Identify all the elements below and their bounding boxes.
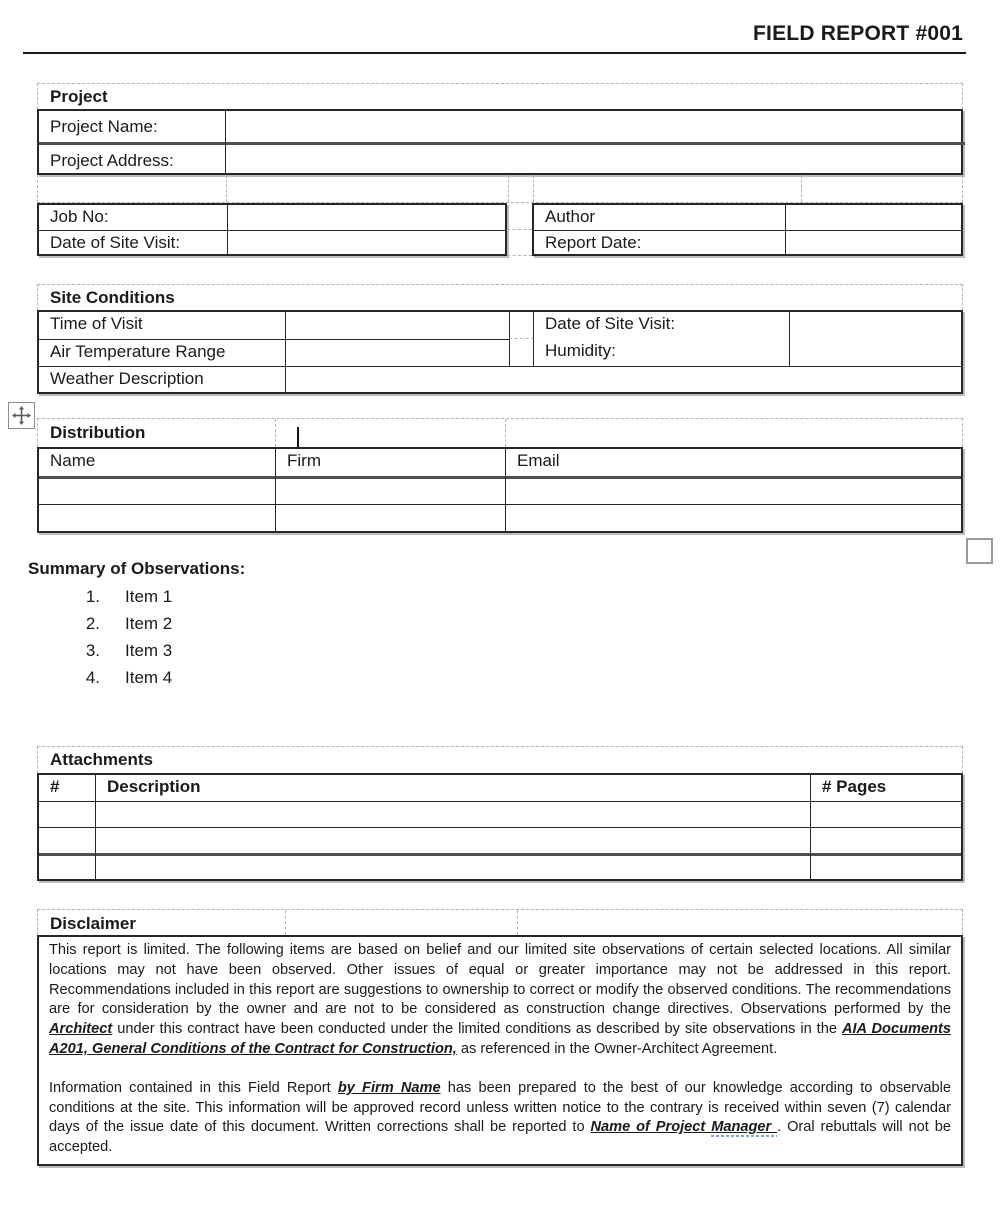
disclaimer-text-run: . Oral rebuttals will not be accepted. — [49, 1119, 951, 1156]
distribution-section-header: Distribution — [38, 419, 276, 452]
distribution-header-edit-cell[interactable] — [276, 419, 506, 452]
disclaimer-text-run: This report is limited. The following items are based on belief and our limited site observations of certain selected locations. All similar locations may not have been observed. Other issues of equal or greater importance may not be addressed in this report. Recommendations included in this report are suggestions to ownership to correct or modify the observed conditions. The recommendations are for consideration by the owner and are not to be considered as construction change directives. Observations performed by the — [49, 942, 951, 1018]
disclaimer-text-run: AIA Documents A201, General Conditions of the Contract for Construction, — [49, 1021, 951, 1057]
distribution-row-cell[interactable] — [39, 476, 275, 504]
weather-description-value-cell[interactable] — [285, 366, 961, 392]
summary-heading: Summary of Observations: — [28, 559, 246, 578]
attachments-row-cell[interactable] — [39, 801, 95, 827]
distribution-col-email: Email — [505, 449, 961, 476]
list-item-text: Item 2 — [125, 614, 173, 633]
attachments-row-cell[interactable] — [39, 853, 95, 879]
list-item — [37, 614, 963, 641]
job-no-value-cell[interactable] — [227, 205, 507, 230]
disclaimer-section — [37, 909, 963, 1166]
attachments-row-cell[interactable] — [810, 827, 961, 853]
disclaimer-text-run: under this contract have been conducted under the limited conditions as described by site observations in the — [112, 1021, 842, 1038]
table-resize-handle[interactable] — [966, 538, 993, 564]
disclaimer-section-header: Disclaimer — [38, 910, 286, 935]
job-no-label: Job No: — [50, 207, 109, 226]
disclaimer-text-run: Information contained in this Field Report — [49, 1079, 338, 1096]
attachments-row-cell[interactable] — [810, 801, 961, 827]
list-item-text: Item 4 — [125, 668, 173, 687]
project-section — [37, 83, 963, 175]
distribution-section — [37, 418, 963, 533]
table-gridline-spacer-row — [37, 175, 963, 203]
list-item — [37, 641, 963, 668]
disclaimer-body — [37, 935, 963, 1166]
page-title: FIELD REPORT #001 — [753, 22, 963, 45]
air-temperature-range-value-cell[interactable] — [285, 339, 509, 366]
humidity-label: Humidity: — [545, 341, 616, 360]
attachments-table — [37, 773, 963, 881]
disclaimer-text-run: Name of Project — [590, 1119, 712, 1136]
time-of-visit-value-cell[interactable] — [285, 312, 509, 339]
date-of-site-visit-value-cell[interactable] — [227, 230, 507, 254]
distribution-row-cell[interactable] — [275, 504, 505, 531]
disclaimer-text-run: Architect — [49, 1021, 113, 1038]
disclaimer-text-run: Manager — [711, 1119, 778, 1136]
project-name-value-cell[interactable] — [225, 111, 965, 142]
disclaimer-header-row — [37, 909, 963, 935]
table-gap — [509, 312, 534, 339]
list-item-marker: 3. — [85, 641, 100, 660]
site-conditions-section — [37, 284, 963, 394]
distribution-col-firm: Firm — [275, 449, 505, 476]
attachments-section-header: Attachments — [37, 746, 963, 773]
site-conditions-section-header: Site Conditions — [37, 284, 963, 310]
distribution-col-name: Name — [50, 451, 96, 470]
weather-description-label: Weather Description — [39, 366, 285, 392]
project-name-label: Project Name: — [50, 117, 158, 136]
insertion-point-cursor — [297, 427, 299, 447]
distribution-header-row — [37, 418, 963, 447]
table-gap — [509, 339, 534, 366]
attachments-row-cell[interactable] — [39, 827, 95, 853]
attachments-row-cell[interactable] — [810, 853, 961, 879]
distribution-row-cell[interactable] — [505, 476, 961, 504]
table-gap — [507, 203, 532, 256]
table-move-handle[interactable] — [8, 402, 35, 429]
disclaimer-header-empty-cell — [286, 910, 518, 935]
date-of-site-visit-label: Date of Site Visit: — [39, 230, 227, 254]
report-date-value-cell[interactable] — [785, 230, 961, 254]
list-item-text: Item 1 — [125, 587, 173, 606]
author-value-cell[interactable] — [785, 205, 961, 230]
project-section-header: Project — [37, 83, 963, 109]
job-info-right-table — [532, 203, 963, 256]
list-item-marker: 1. — [85, 587, 100, 606]
distribution-row-cell[interactable] — [39, 504, 275, 531]
disclaimer-paragraph-1 — [49, 941, 951, 1060]
disclaimer-text-run: has been prepared to the best of our knowledge according to observable conditions at the site. This information will be approved record unless written notice to the contrary is received within seven (7) calendar days of the issue date of this document. Written corrections shall be reported to — [49, 1079, 951, 1136]
title-divider — [23, 52, 966, 54]
sc-date-of-site-visit-label: Date of Site Visit: — [545, 314, 676, 333]
observations-list — [37, 587, 963, 695]
list-item-marker: 4. — [85, 668, 100, 687]
list-item-marker: 2. — [85, 614, 100, 633]
site-conditions-table — [37, 310, 963, 394]
attachments-row-cell[interactable] — [95, 853, 810, 879]
job-info-section — [37, 203, 963, 256]
distribution-row-cell[interactable] — [505, 504, 961, 531]
project-address-label: Project Address: — [39, 142, 225, 173]
attachments-col-pages: # Pages — [810, 775, 961, 801]
project-table — [37, 109, 963, 175]
attachments-col-description: Description — [95, 775, 810, 801]
disclaimer-text-run: as referenced in the Owner-Architect Agreement. — [456, 1040, 778, 1057]
move-arrows-icon — [12, 406, 31, 425]
disclaimer-header-empty-cell — [518, 910, 964, 935]
list-item-text: Item 3 — [125, 641, 173, 660]
time-of-visit-label: Time of Visit — [50, 314, 143, 333]
humidity-value-cell[interactable] — [789, 339, 961, 366]
air-temperature-range-label: Air Temperature Range — [39, 339, 285, 366]
attachments-row-cell[interactable] — [95, 801, 810, 827]
job-info-left-table — [37, 203, 507, 256]
distribution-table — [37, 447, 963, 533]
list-item — [37, 668, 963, 695]
list-item — [37, 587, 963, 614]
attachments-col-number: # — [50, 777, 60, 796]
attachments-section — [37, 746, 963, 881]
sc-date-of-site-visit-value-cell[interactable] — [789, 312, 961, 339]
attachments-row-cell[interactable] — [95, 827, 810, 853]
distribution-header-empty-cell[interactable] — [506, 419, 964, 452]
disclaimer-text-run: by Firm Name — [337, 1079, 441, 1096]
project-address-value-cell[interactable] — [225, 142, 965, 173]
report-date-label: Report Date: — [534, 230, 785, 254]
disclaimer-paragraph-2 — [49, 1079, 951, 1158]
author-label: Author — [545, 207, 596, 226]
distribution-row-cell[interactable] — [275, 476, 505, 504]
